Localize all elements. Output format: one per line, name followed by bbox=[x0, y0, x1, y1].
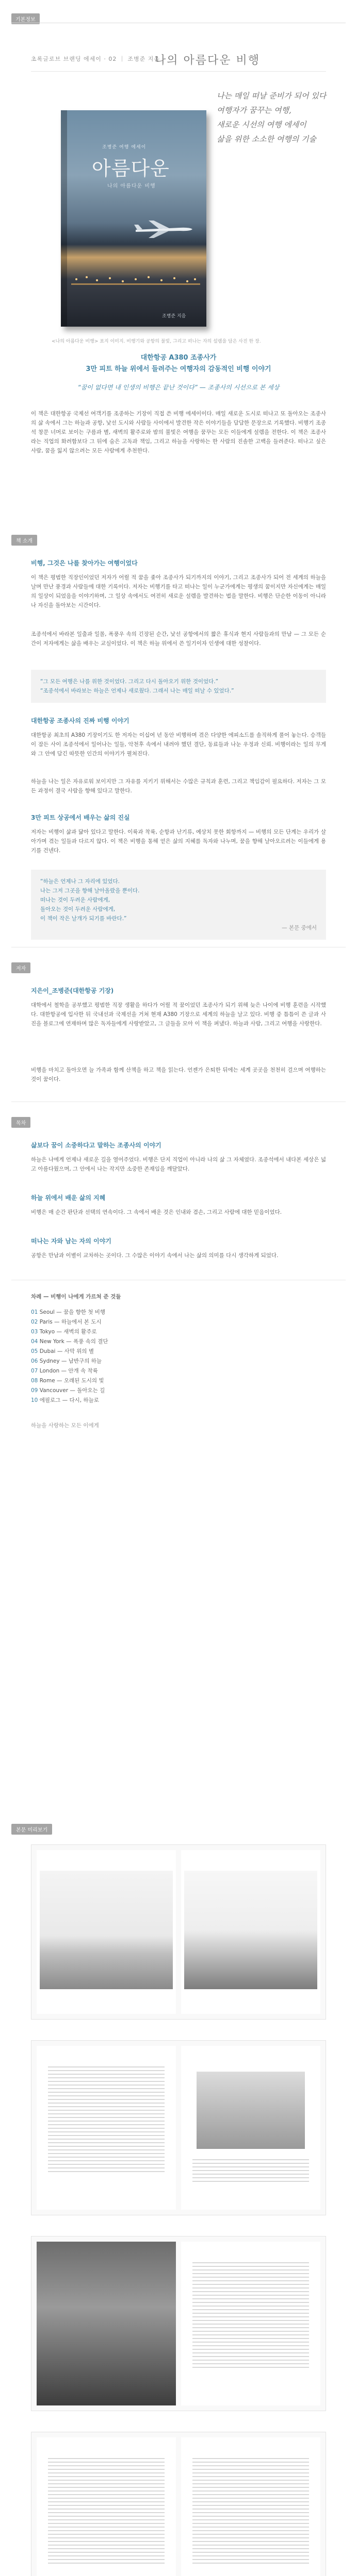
page-spread bbox=[31, 2040, 326, 2215]
preview-section bbox=[0, 1824, 357, 2576]
toc-item: 01 Seoul — 꿈을 향한 첫 비행 bbox=[31, 1309, 106, 1315]
toc-paragraph: 비행은 매 순간 판단과 선택의 연속이다. 그 속에서 배운 것은 인내와 겸손, 그리고 사람에 대한 믿음이었다. bbox=[31, 1209, 282, 1215]
text-block bbox=[48, 2458, 165, 2566]
author-bio: 대학에서 철학을 공부했고 평범한 직장 생활을 하다가 어릴 적 꿈이었던 조종사가 되기 위해 늦은 나이에 비행 훈련을 시작했다. 대한항공에 입사한 뒤 국내선과 국제선을 거쳐 현재 A380 기장으로 세계의 하늘을 날고 있다. 비행 중 틈틈이 쓴 글과 사진을 블로그에 연재하며 많은 독자들에게 사랑받았고, 그 글들을 모아 이 책을 펴냈다. 하늘과 사람, 그리고 여행을 사랑한다. bbox=[31, 1002, 326, 1027]
page-spread bbox=[31, 2236, 326, 2411]
section-tag-toc: 목차 bbox=[11, 1117, 30, 1128]
content-subtitle: 대한항공 조종사의 진짜 비행 이야기 bbox=[31, 717, 129, 724]
cover-subtitle: 나의 아름다운 비행 bbox=[107, 183, 156, 189]
series-label: 초록글로브 브랜딩 에세이 · 02 ｜ 조병준 지음 bbox=[31, 56, 160, 62]
poem-line: 나는 그저 그곳을 향해 날아올랐을 뿐이다. bbox=[40, 888, 140, 894]
intro-section bbox=[0, 33, 357, 533]
photo bbox=[37, 2242, 176, 2405]
tagline-line: 나는 매일 떠날 준비가 되어 있다 bbox=[217, 91, 327, 100]
tagline-line: 삶을 위한 소소한 여행의 기술 bbox=[217, 134, 316, 144]
poem-line: 이 책이 작은 날개가 되기를 바란다.” bbox=[40, 916, 127, 922]
intro-body: 이 책은 대한항공 국제선 여객기를 조종하는 기장이 직접 쓴 비행 에세이이다. 매일 새로운 도시로 떠나고 또 돌아오는 조종사의 삶 속에서 그는 하늘과 공항, 낯선 도시와 사람들 사이에서 발견한 작은 이야기들을 담담한 문장으로 기록했다. 비행기 조종석 창문 너머로 보이는 구름과 별, 새벽의 활주로와 밤의 불빛은 여행을 꿈꾸는 모든 이들에게 설렘을 전한다. 이 책은 조종사라는 직업의 화려함보다 그 뒤에 숨은 고독과 책임, 그리고 하늘을 사랑하는 한 사람의 진솔한 고백을 들려준다. 떠나고 싶은 사람, 꿈을 잃지 않으려는 모든 사람에게 추천한다. bbox=[31, 411, 326, 454]
cover-spine bbox=[61, 110, 67, 327]
section-tag-basic: 기본정보 bbox=[11, 13, 40, 24]
toc-item: 03 Tokyo — 새벽의 활주로 bbox=[31, 1329, 97, 1335]
photo bbox=[184, 1871, 317, 1989]
toc-list-title: 차례 — 비행이 나에게 가르쳐 준 것들 bbox=[31, 1294, 121, 1300]
page-right bbox=[181, 2242, 320, 2405]
photo bbox=[197, 2072, 305, 2149]
photo bbox=[40, 1871, 173, 1989]
toc-item: 10 에필로그 — 다시, 하늘로 bbox=[31, 1397, 99, 1403]
toc-item: 06 Sydney — 남반구의 하늘 bbox=[31, 1358, 102, 1364]
cover-caption: <나의 아름다운 비행> 표지 이미지. 비행기와 공항의 불빛, 그리고 떠나는 자의 설렘을 담은 사진 한 장. bbox=[52, 339, 261, 344]
toc-item: 09 Vancouver — 돌아오는 길 bbox=[31, 1387, 105, 1394]
quote-box bbox=[31, 670, 326, 703]
content-paragraph: 하늘을 나는 일은 자유로워 보이지만 그 자유를 지키기 위해서는 수많은 규칙과 훈련, 그리고 책임감이 필요하다. 저자는 그 모든 과정이 결국 사람을 향해 있다고 말한다. bbox=[31, 778, 326, 794]
section-tag-preview: 본문 미리보기 bbox=[11, 1824, 52, 1835]
text-block bbox=[192, 2458, 309, 2566]
content-paragraph: 이 책은 평범한 직장인이었던 저자가 어릴 적 꿈을 좇아 조종사가 되기까지의 이야기, 그리고 조종사가 되어 전 세계의 하늘을 날며 만난 풍경과 사람들에 대한 기록이다. 저자는 비행기를 타고 떠나는 일이 누군가에게는 평생의 꿈이지만 자신에게는 매일의 일상이 되었음을 이야기하며, 그 일상 속에서도 여전히 새로운 설렘을 발견하는 법을 말한다. 비행은 단순한 이동이 아니라 나 자신을 돌아보는 시간이다. bbox=[31, 574, 326, 608]
toc-closing: 하늘을 사랑하는 모든 이에게 bbox=[31, 1422, 99, 1429]
toc-item: 05 Dubai — 사막 위의 별 bbox=[31, 1348, 94, 1354]
headline-line: 3만 피트 하늘 위에서 들려주는 여행자의 감동적인 비행 이야기 bbox=[86, 365, 271, 373]
author-bio: 비행을 마치고 돌아오면 늘 가족과 함께 산책을 하고 책을 읽는다. 언젠가 은퇴한 뒤에는 세계 곳곳을 천천히 걸으며 여행하는 것이 꿈이다. bbox=[31, 1067, 326, 1082]
top-header bbox=[0, 0, 357, 33]
toc-subtitle: 하늘 위에서 배운 삶의 지혜 bbox=[31, 1194, 106, 1201]
poem-box bbox=[31, 870, 326, 940]
page-right bbox=[181, 1850, 320, 2014]
page-left bbox=[37, 2046, 176, 2210]
content-paragraph: 대한항공 최초의 A380 기장이기도 한 저자는 이십여 년 동안 비행하며 겪은 다양한 에피소드를 솔직하게 풀어 놓는다. 승객들이 잠든 사이 조종석에서 일어나는 일들, 악천후 속에서 내려야 했던 결단, 동료들과 나눈 우정과 신뢰. 비행이라는 일의 무게와 그 안에 담긴 따뜻한 인간의 이야기가 펼쳐진다. bbox=[31, 732, 326, 757]
page-spread bbox=[31, 2432, 326, 2576]
text-block bbox=[48, 2066, 165, 2175]
section-tag-content: 책 소개 bbox=[11, 535, 37, 546]
page-left bbox=[37, 1850, 176, 2014]
divider bbox=[31, 71, 326, 72]
text-block bbox=[192, 2262, 309, 2370]
content-paragraph: 저자는 비행이 삶과 닮아 있다고 말한다. 이륙과 착륙, 순항과 난기류, 예상치 못한 회항까지 — 비행의 모든 단계는 우리가 살아가며 겪는 일들과 다르지 않다. 이 책은 비행을 통해 얻은 삶의 지혜를 독자와 나누며, 꿈을 향해 날아오르려는 이들에게 용기를 건넨다. bbox=[31, 829, 326, 854]
cover-author: 조병준 지음 bbox=[162, 314, 186, 319]
tagline-line: 새로운 시선의 여행 에세이 bbox=[217, 120, 306, 129]
poem-line: 떠나는 것이 두려운 사람에게, bbox=[40, 897, 110, 903]
page-right bbox=[181, 2437, 320, 2576]
tagline-line: 여행자가 꿈꾸는 여행, bbox=[217, 106, 291, 115]
toc-item: 07 London — 안개 속 착륙 bbox=[31, 1368, 98, 1374]
headline-quote: “꿈이 없다면 내 인생의 비행은 끝난 것이다” — 조종사의 시선으로 본 세상 bbox=[77, 384, 280, 391]
book-cover bbox=[61, 110, 206, 327]
toc-item: 04 New York — 폭풍 속의 결단 bbox=[31, 1338, 108, 1345]
toc-paragraph: 공항은 만남과 이별이 교차하는 곳이다. 그 수많은 이야기 속에서 나는 삶의 의미를 다시 생각하게 되었다. bbox=[31, 1252, 279, 1259]
cover-series: 조병준 여행 에세이 bbox=[102, 145, 147, 150]
page-spread bbox=[31, 1844, 326, 2020]
headline-line: 대한항공 A380 조종사가 bbox=[140, 354, 217, 362]
cover-title: 아름다운 bbox=[92, 157, 170, 180]
content-section bbox=[0, 535, 357, 1467]
content-paragraph: 조종석에서 바라본 일출과 일몰, 폭풍우 속의 긴장된 순간, 낯선 공항에서의 짧은 휴식과 현지 사람들과의 만남 — 그 모든 순간이 저자에게는 삶을 배우는 교실이었다. 이 책은 하늘 위에서 쓴 일기이자 인생에 대한 성찰이다. bbox=[31, 631, 326, 647]
page-right bbox=[181, 2046, 320, 2210]
toc-subtitle: 삶보다 꿈이 소중하다고 말하는 조종사의 이야기 bbox=[31, 1142, 161, 1149]
poem-line: “하늘은 언제나 그 자리에 있었다. bbox=[40, 878, 120, 885]
page-left bbox=[37, 2242, 176, 2405]
poem-line: 돌아오는 것이 두려운 사람에게, bbox=[40, 906, 116, 912]
page-left bbox=[37, 2437, 176, 2576]
quote-line: “조종석에서 바라보는 하늘은 언제나 새로웠다. 그래서 나는 매일 떠날 수 있었다.” bbox=[40, 688, 234, 694]
airplane-icon bbox=[133, 218, 195, 239]
toc-paragraph: 하늘은 나에게 언제나 새로운 길을 열어주었다. 비행은 단지 직업이 아니라 나의 삶 그 자체였다. 조종석에서 내다본 세상은 넓고 아름다웠으며, 그 안에서 나는 작지만 소중한 존재임을 깨달았다. bbox=[31, 1157, 326, 1172]
content-subtitle: 3만 피트 상공에서 배우는 삶의 진실 bbox=[31, 814, 130, 821]
book-title: 나의 아름다운 비행 bbox=[155, 54, 261, 67]
divider bbox=[11, 1101, 346, 1102]
author-name: 지은이_조병준(대한항공 기장) bbox=[31, 987, 114, 994]
content-subtitle: 비행, 그것은 나를 찾아가는 여행이었다 bbox=[31, 560, 138, 567]
runway-lights bbox=[71, 259, 200, 290]
tagline bbox=[217, 89, 335, 146]
quote-line: “그 모든 여행은 나를 위한 것이었다. 그리고 다시 돌아오기 위한 것이었다.” bbox=[40, 679, 219, 685]
toc-item: 08 Rome — 오래된 도시의 빛 bbox=[31, 1378, 104, 1384]
headline bbox=[0, 352, 357, 393]
poem-source: — 본문 중에서 bbox=[282, 925, 317, 931]
toc-list bbox=[31, 1308, 326, 1405]
section-tag-author: 저자 bbox=[11, 962, 30, 973]
text-block bbox=[192, 2159, 309, 2184]
toc-subtitle: 떠나는 자와 남는 자의 이야기 bbox=[31, 1238, 111, 1245]
toc-item: 02 Paris — 하늘에서 본 도시 bbox=[31, 1319, 102, 1325]
